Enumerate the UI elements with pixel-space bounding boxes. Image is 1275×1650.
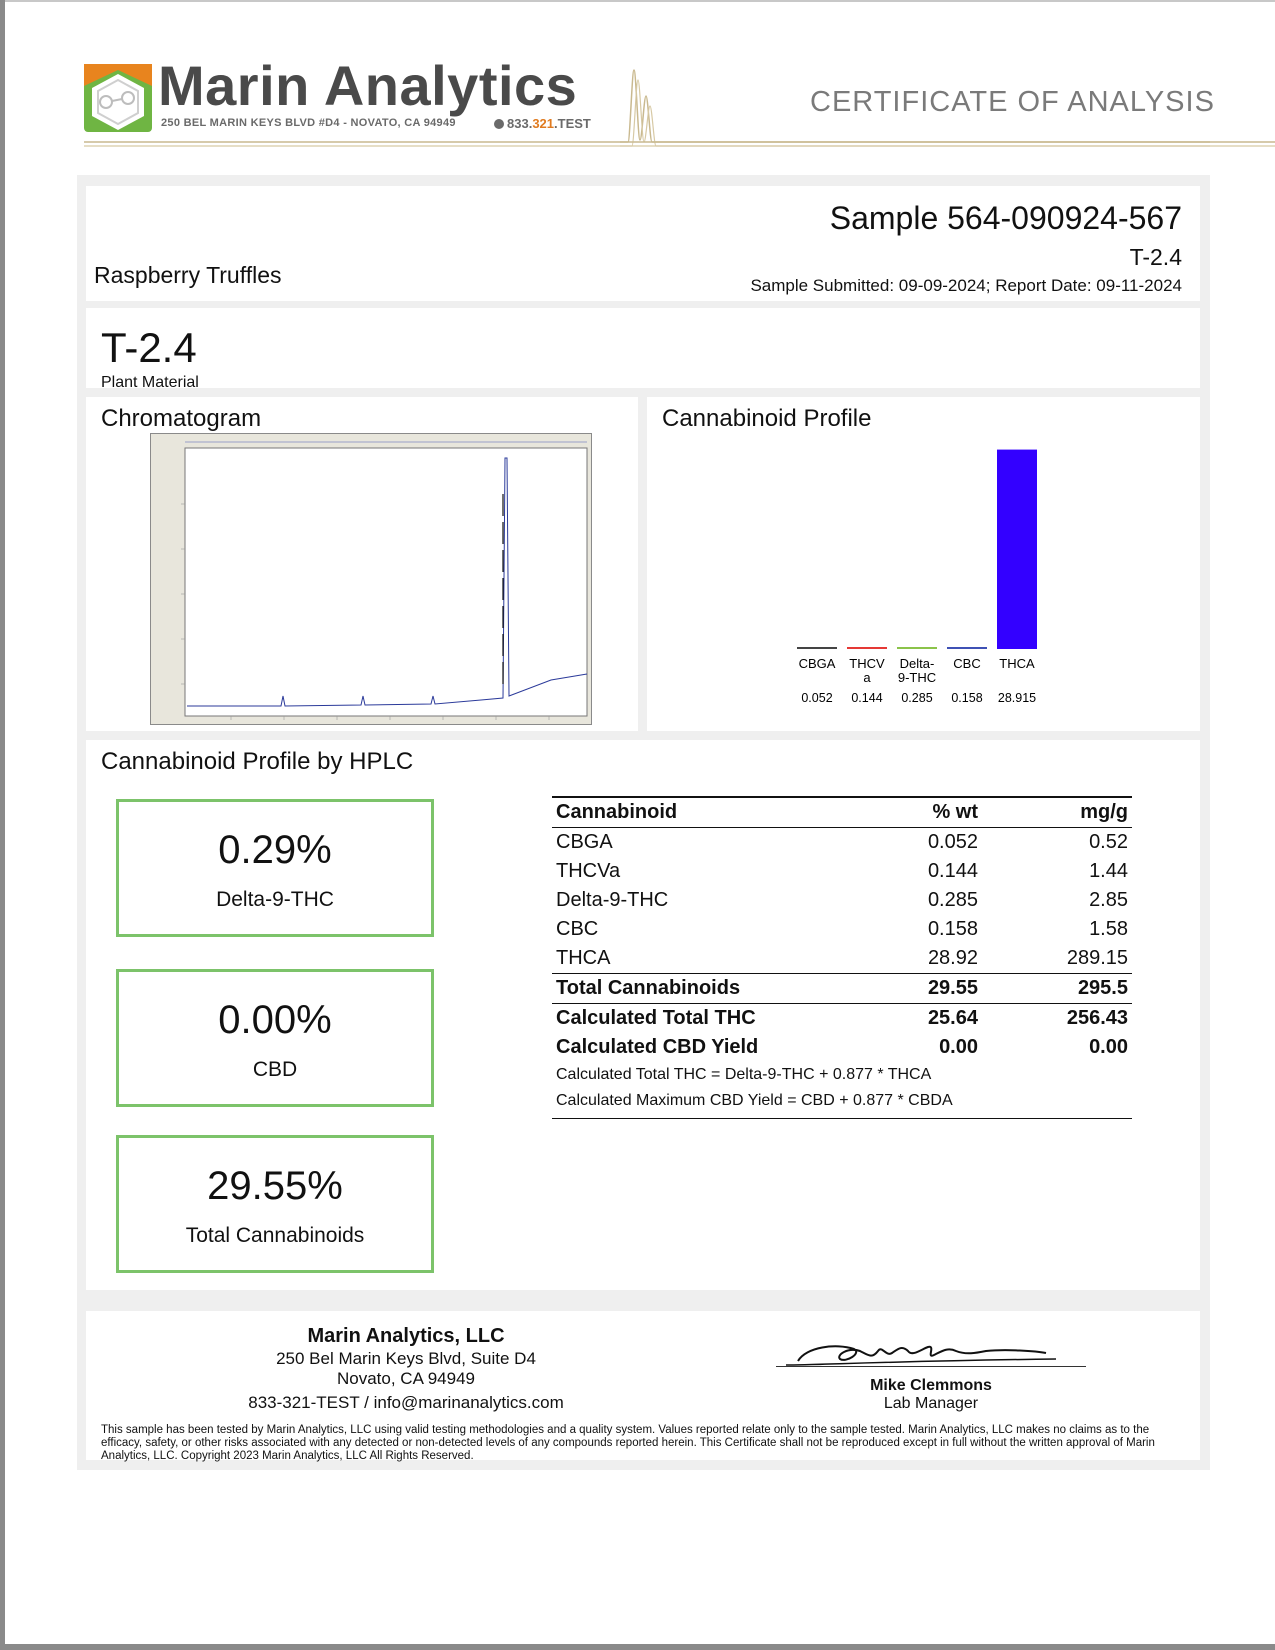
phone-icon bbox=[494, 119, 504, 129]
table-row bbox=[552, 828, 1132, 858]
lab-address-line: Novato, CA 94949 bbox=[337, 1369, 475, 1388]
company-logo-icon bbox=[84, 64, 152, 132]
bar-thca bbox=[997, 450, 1037, 649]
chromatogram-image bbox=[150, 433, 592, 725]
calc-cbd-row bbox=[552, 1033, 1132, 1062]
total-mg: 295.5 bbox=[982, 974, 1132, 1004]
summary-value: 29.55% bbox=[207, 1164, 343, 1208]
chromatogram-trace bbox=[151, 434, 591, 724]
profile-chart-title: Cannabinoid Profile bbox=[662, 405, 872, 432]
calc-thc-percent: 25.64 bbox=[927, 1007, 978, 1029]
sample-panel bbox=[86, 186, 1200, 301]
calc-cbd-percent: 0.00 bbox=[939, 1036, 978, 1058]
page-top-border bbox=[0, 0, 1275, 2]
formula-row bbox=[552, 1088, 1132, 1119]
value-label: 0.144 bbox=[851, 691, 883, 705]
bar-cbga bbox=[797, 647, 837, 649]
sample-title: Sample 564-090924-567 bbox=[829, 200, 1182, 236]
summary-card-total bbox=[116, 1135, 434, 1273]
cannabinoid-name: CBC bbox=[556, 918, 599, 940]
percent-weight: 0.285 bbox=[927, 889, 978, 911]
table-row bbox=[552, 886, 1132, 915]
signature-line bbox=[776, 1366, 1086, 1367]
value-label: 0.052 bbox=[801, 691, 833, 705]
formula-thc: Calculated Total THC = Delta-9-THC + 0.877 * THCA bbox=[556, 1066, 932, 1083]
product-name: Raspberry Truffles bbox=[94, 262, 282, 288]
category-label: THCA bbox=[999, 656, 1035, 671]
category-label: a bbox=[863, 670, 871, 685]
hplc-title: Cannabinoid Profile by HPLC bbox=[101, 748, 414, 775]
lab-address bbox=[236, 1349, 576, 1389]
lab-name: Marin Analytics, LLC bbox=[307, 1325, 505, 1347]
mg-per-g: 289.15 bbox=[1066, 947, 1128, 969]
product-code: T-2.4 bbox=[101, 324, 197, 371]
category-label: 9-THC bbox=[897, 670, 937, 685]
value-label: 0.285 bbox=[901, 691, 933, 705]
table-row bbox=[552, 857, 1132, 886]
signer-title: Lab Manager bbox=[883, 1395, 979, 1412]
sample-code: T-2.4 bbox=[1129, 244, 1182, 270]
signature-image bbox=[776, 1329, 1066, 1379]
total-label: Total Cannabinoids bbox=[552, 974, 862, 1004]
profile-chart-panel bbox=[647, 397, 1200, 731]
sample-dates: Sample Submitted: 09-09-2024; Report Date: 09-11-2024 bbox=[750, 276, 1182, 295]
company-phone: 833.321.TEST bbox=[494, 116, 591, 131]
calc-thc-label: Calculated Total THC bbox=[556, 1007, 756, 1029]
document-title: CERTIFICATE OF ANALYSIS bbox=[810, 86, 1215, 118]
company-name: Marin Analytics bbox=[158, 54, 578, 117]
category-label: Delta- bbox=[899, 656, 935, 671]
hplc-panel bbox=[86, 740, 1200, 1290]
table-row bbox=[552, 915, 1132, 944]
header-rule bbox=[84, 140, 1210, 150]
bar-cbc bbox=[947, 647, 987, 649]
mg-per-g: 0.52 bbox=[1089, 831, 1128, 853]
calc-cbd-mg: 0.00 bbox=[1089, 1036, 1128, 1058]
column-header: % wt bbox=[862, 797, 982, 828]
company-address: 250 BEL MARIN KEYS BLVD #D4 - NOVATO, CA 94949 bbox=[161, 117, 456, 129]
category-label: CBC bbox=[953, 656, 981, 671]
percent-weight: 0.144 bbox=[927, 860, 978, 882]
total-row bbox=[552, 974, 1132, 1004]
column-header: mg/g bbox=[982, 797, 1132, 828]
formula-cbd: Calculated Maximum CBD Yield = CBD + 0.877 * CBDA bbox=[552, 1088, 1132, 1119]
page-left-border bbox=[0, 0, 5, 1650]
mg-per-g: 1.44 bbox=[1089, 860, 1128, 882]
calc-thc-mg: 256.43 bbox=[1066, 1007, 1128, 1029]
value-label: 28.915 bbox=[997, 691, 1037, 705]
percent-weight: 0.052 bbox=[927, 831, 978, 853]
column-header: Cannabinoid bbox=[552, 797, 862, 828]
cannabinoid-name: THCVa bbox=[556, 860, 621, 882]
mg-per-g: 1.58 bbox=[1089, 918, 1128, 940]
cannabinoid-name: THCA bbox=[556, 947, 611, 969]
summary-value: 0.29% bbox=[218, 828, 332, 872]
hplc-results-table bbox=[552, 796, 1132, 1119]
lab-contact: 833-321-TEST / info@marinanalytics.com bbox=[248, 1393, 564, 1412]
product-panel bbox=[86, 308, 1200, 391]
signer-name: Mike Clemmons bbox=[870, 1377, 992, 1394]
percent-weight: 0.158 bbox=[927, 918, 978, 940]
disclaimer: This sample has been tested by Marin Analytics, LLC using valid testing methodologies and a quality system. Values reported relate only to the sample tested. Marin Analytics, LLC makes no claims as to the efficacy, safety, or other risks associated with any detected or non-detected levels of any compounds reported herein. This Certificate shall not be reproduced except in full without the written approval of Marin Analytics, LLC. Copyright 2023 Marin Analytics, LLC All Rights Reserved. bbox=[101, 1424, 1155, 1462]
chromatogram-panel bbox=[86, 397, 638, 731]
mg-per-g: 2.85 bbox=[1089, 889, 1128, 911]
summary-label: CBD bbox=[252, 1058, 298, 1081]
formula-row bbox=[552, 1062, 1132, 1088]
category-label: CBGA bbox=[798, 656, 836, 671]
cannabinoid-name: Delta-9-THC bbox=[556, 889, 669, 911]
category-label: THCV bbox=[849, 656, 885, 671]
total-percent: 29.55 bbox=[862, 974, 982, 1004]
cannabinoid-profile-chart bbox=[647, 397, 1200, 731]
summary-label: Total Cannabinoids bbox=[185, 1224, 365, 1247]
lab-address-line: 250 Bel Marin Keys Blvd, Suite D4 bbox=[276, 1349, 536, 1368]
table-header-row bbox=[552, 797, 1132, 828]
sample-matrix: Plant Material bbox=[101, 374, 199, 391]
bar-thcva bbox=[847, 647, 887, 649]
table-row bbox=[552, 944, 1132, 974]
value-label: 0.158 bbox=[951, 691, 983, 705]
chromatogram-title: Chromatogram bbox=[101, 405, 262, 432]
summary-card-cbd bbox=[116, 969, 434, 1107]
percent-weight: 28.92 bbox=[927, 947, 978, 969]
report-body bbox=[77, 175, 1210, 1470]
summary-label: Delta-9-THC bbox=[216, 888, 334, 911]
calc-cbd-label: Calculated CBD Yield bbox=[556, 1036, 759, 1058]
bar-delta-9-thc bbox=[897, 647, 937, 649]
page-bottom-border bbox=[0, 1644, 1275, 1650]
summary-card-delta9 bbox=[116, 799, 434, 937]
footer-panel bbox=[86, 1311, 1200, 1460]
cannabinoid-name: CBGA bbox=[556, 831, 613, 853]
summary-value: 0.00% bbox=[218, 998, 332, 1042]
calc-thc-row bbox=[552, 1004, 1132, 1034]
